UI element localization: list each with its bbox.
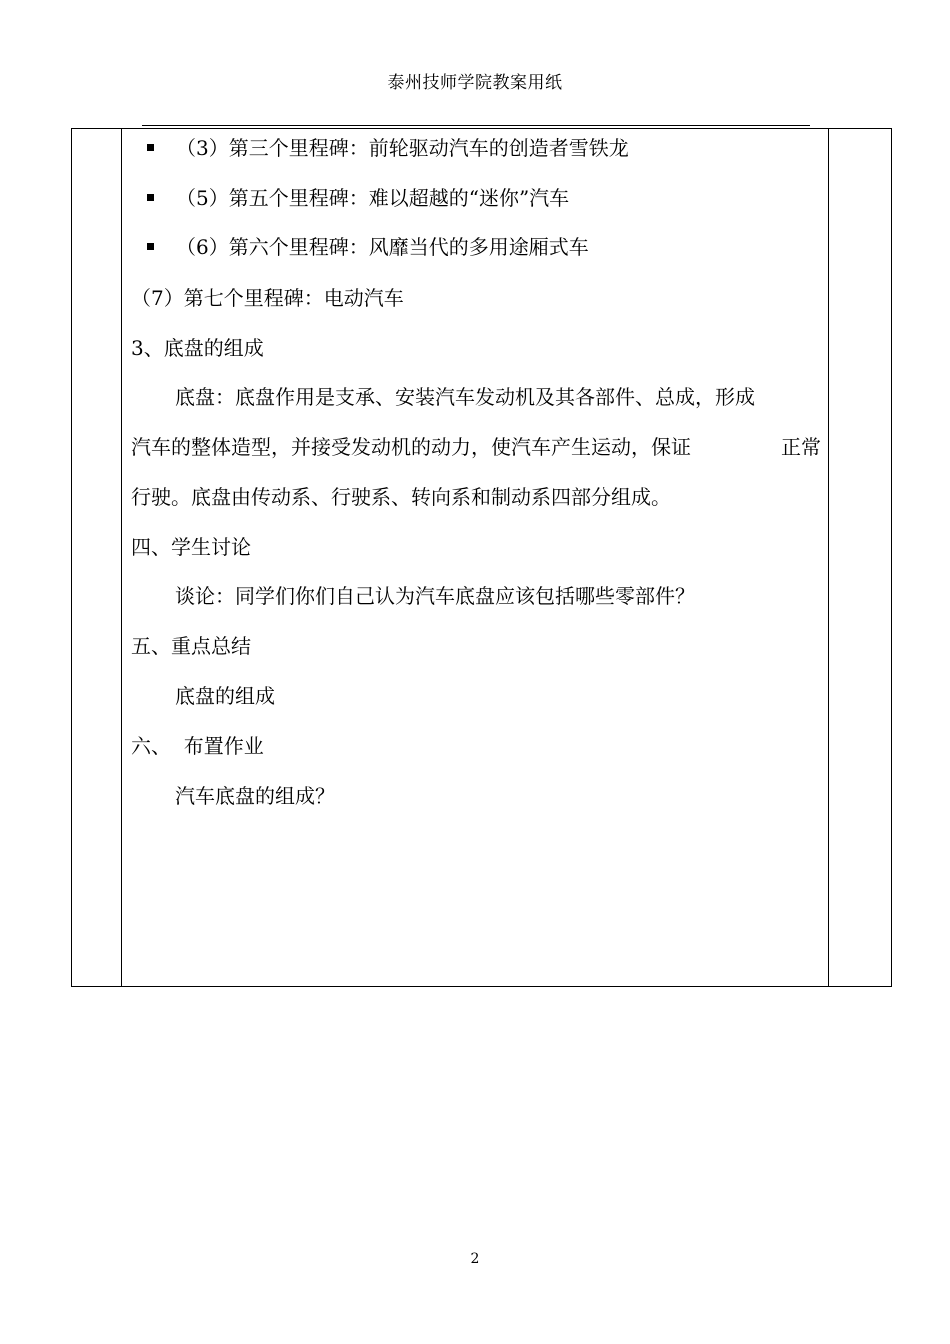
bullet-text: （3）第三个里程碑：前轮驱动汽车的创造者雪铁龙 <box>176 136 629 160</box>
page-header-title: 泰州技师学院教案用纸 <box>387 73 563 93</box>
table-column-divider-left <box>121 128 122 987</box>
chassis-paragraph-line-2-main: 汽车的整体造型，并接受发动机的动力，使汽车产生运动，保证 <box>131 435 691 459</box>
chassis-paragraph-line-2-end: 正常 <box>781 435 821 459</box>
header-rule <box>142 125 810 126</box>
bullet-item-milestone-3 <box>131 130 629 166</box>
square-bullet-icon <box>147 144 154 151</box>
section-6-heading: 六、 布置作业 <box>131 734 264 758</box>
section-3-heading: 3、底盘的组成 <box>131 336 264 360</box>
milestone-7-line: （7）第七个里程碑：电动汽车 <box>131 286 404 310</box>
discussion-text: 谈论：同学们你们自己认为汽车底盘应该包括哪些零部件？ <box>175 584 695 608</box>
square-bullet-icon <box>147 194 154 201</box>
bullet-item-milestone-5 <box>131 180 569 216</box>
chassis-paragraph-line-1: 底盘：底盘作用是支承、安装汽车发动机及其各部件、总成，形成 <box>175 385 755 409</box>
chassis-paragraph-line-3: 行驶。底盘由传动系、行驶系、转向系和制动系四部分组成。 <box>131 485 671 509</box>
section-5-heading: 五、重点总结 <box>131 634 251 658</box>
page-number: 2 <box>470 1251 480 1267</box>
table-column-divider-right <box>828 128 829 987</box>
bullet-text: （6）第六个里程碑：风靡当代的多用途厢式车 <box>176 235 589 259</box>
bullet-item-milestone-6 <box>131 229 589 265</box>
bullet-text: （5）第五个里程碑：难以超越的“迷你”汽车 <box>176 186 570 210</box>
homework-text: 汽车底盘的组成？ <box>175 784 335 808</box>
square-bullet-icon <box>147 243 154 250</box>
summary-text: 底盘的组成 <box>175 684 275 708</box>
section-4-heading: 四、学生讨论 <box>131 535 251 559</box>
chassis-paragraph-line-2 <box>131 429 821 465</box>
